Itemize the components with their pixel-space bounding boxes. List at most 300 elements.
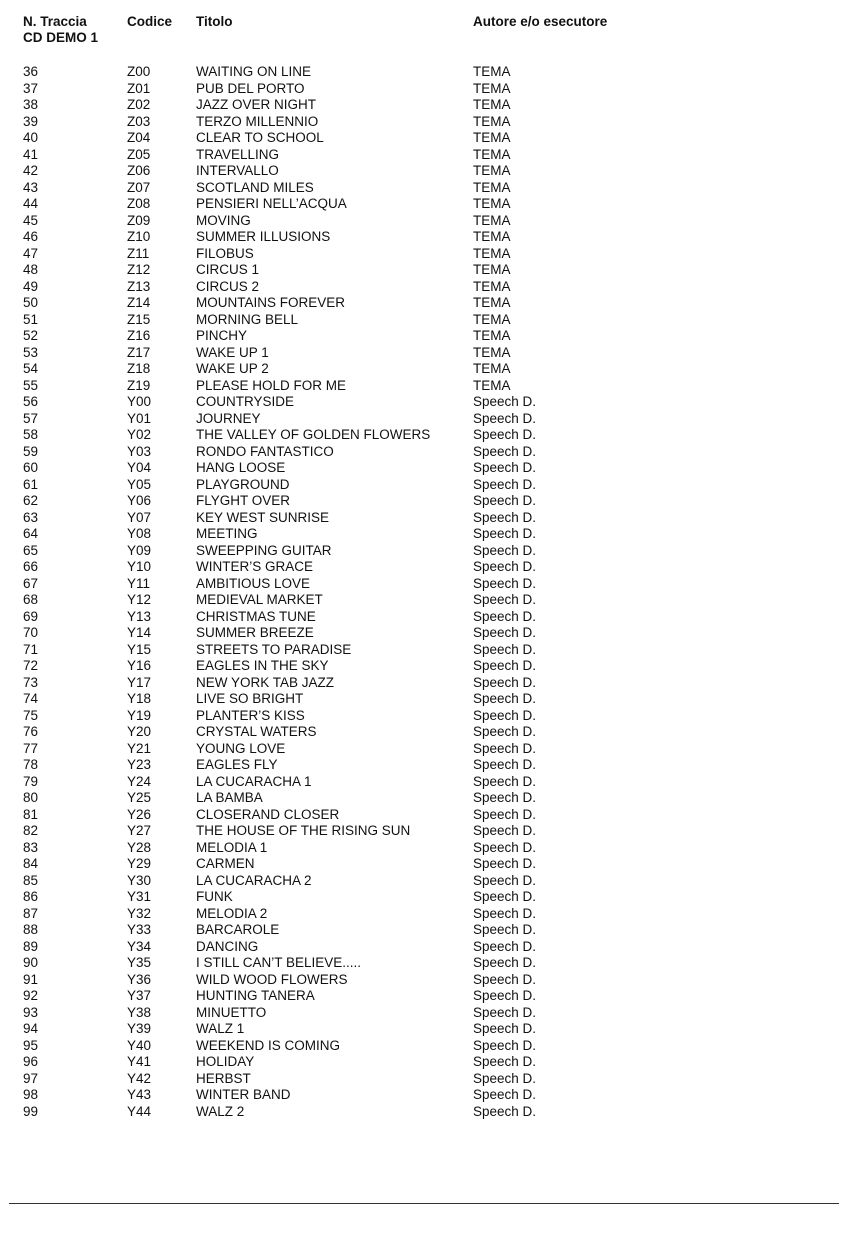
track-title: MOUNTAINS FOREVER <box>196 295 346 310</box>
track-code: Y07 <box>127 509 152 525</box>
track-number: 79 <box>23 773 39 789</box>
track-title: LIVE SO BRIGHT <box>196 691 304 706</box>
track-author: Speech D. <box>473 806 537 822</box>
table-row <box>0 1104 862 1121</box>
track-code: Y23 <box>127 757 152 772</box>
track-title: CRYSTAL WATERS <box>196 724 317 739</box>
track-author: Speech D. <box>473 757 537 772</box>
track-number: 83 <box>23 839 39 855</box>
track-list <box>0 64 862 1120</box>
track-code: Y20 <box>127 724 152 739</box>
track-code: Y12 <box>127 592 152 607</box>
track-number: 52 <box>23 328 39 343</box>
track-title: LA CUCARACHA 1 <box>196 773 312 789</box>
track-title: NEW YORK TAB JAZZ <box>196 674 335 690</box>
track-code: Z12 <box>127 262 151 277</box>
track-title: PLANTER’S KISS <box>196 707 305 723</box>
track-author: TEMA <box>473 262 511 277</box>
track-title: TERZO MILLENNIO <box>196 113 319 129</box>
track-author: Speech D. <box>473 1054 537 1069</box>
table-row <box>0 1054 862 1071</box>
table-row <box>0 922 862 939</box>
track-number: 71 <box>23 641 39 657</box>
table-row <box>0 378 862 395</box>
track-code: Y14 <box>127 625 152 640</box>
table-row <box>0 229 862 246</box>
track-title: WINTER’S GRACE <box>196 559 314 574</box>
track-number: 43 <box>23 179 39 195</box>
table-row <box>0 411 862 428</box>
track-title: MELODIA 2 <box>196 905 268 921</box>
track-code: Y19 <box>127 707 152 723</box>
track-number: 98 <box>23 1087 39 1102</box>
track-number: 94 <box>23 1021 39 1036</box>
track-code: Y44 <box>127 1103 152 1119</box>
track-number: 92 <box>23 988 39 1003</box>
track-title: EAGLES FLY <box>196 757 278 772</box>
track-number: 90 <box>23 955 39 970</box>
track-author: Speech D. <box>473 608 537 624</box>
track-author: Speech D. <box>473 823 537 838</box>
track-number: 75 <box>23 707 39 723</box>
track-title: MOVING <box>196 212 251 228</box>
track-number: 39 <box>23 113 39 129</box>
track-code: Y16 <box>127 658 152 673</box>
track-author: TEMA <box>473 212 511 228</box>
track-author: Speech D. <box>473 905 537 921</box>
track-code: Y24 <box>127 773 152 789</box>
track-title: CHRISTMAS TUNE <box>196 608 316 624</box>
track-number: 36 <box>23 64 39 79</box>
track-code: Y01 <box>127 410 152 426</box>
track-code: Z00 <box>127 64 151 79</box>
track-number: 64 <box>23 526 39 541</box>
table-row <box>0 477 862 494</box>
table-row <box>0 1021 862 1038</box>
track-code: Y41 <box>127 1054 152 1069</box>
track-code: Z16 <box>127 328 151 343</box>
track-author: TEMA <box>473 146 511 162</box>
track-title: CIRCUS 2 <box>196 278 260 294</box>
track-number: 44 <box>23 196 39 211</box>
track-number: 42 <box>23 163 39 178</box>
track-code: Y17 <box>127 674 152 690</box>
track-code: Y26 <box>127 806 152 822</box>
track-title: THE HOUSE OF THE RISING SUN <box>196 823 411 838</box>
track-title: TRAVELLING <box>196 146 280 162</box>
table-row <box>0 856 862 873</box>
table-row <box>0 460 862 477</box>
track-title: INTERVALLO <box>196 163 279 178</box>
track-title: SUMMER ILLUSIONS <box>196 229 331 244</box>
track-author: TEMA <box>473 113 511 129</box>
track-code: Y27 <box>127 823 152 838</box>
track-code: Z09 <box>127 212 151 228</box>
track-title: WALZ 1 <box>196 1021 245 1036</box>
track-author: Speech D. <box>473 641 537 657</box>
track-number: 81 <box>23 806 39 822</box>
track-author: TEMA <box>473 344 511 360</box>
table-row <box>0 840 862 857</box>
track-author: Speech D. <box>473 955 537 970</box>
track-number: 85 <box>23 872 39 888</box>
track-code: Y39 <box>127 1021 152 1036</box>
track-code: Y05 <box>127 476 152 492</box>
track-code: Y06 <box>127 493 152 508</box>
track-author: Speech D. <box>473 575 537 591</box>
track-number: 63 <box>23 509 39 525</box>
track-code: Z13 <box>127 278 151 294</box>
track-code: Y40 <box>127 1037 152 1053</box>
header-track-number-line1: N. Traccia <box>23 14 87 29</box>
track-code: Y25 <box>127 790 152 805</box>
track-author: Speech D. <box>473 889 537 904</box>
track-title: PLAYGROUND <box>196 476 290 492</box>
table-row <box>0 328 862 345</box>
track-number: 82 <box>23 823 39 838</box>
track-author: Speech D. <box>473 839 537 855</box>
track-author: TEMA <box>473 229 511 244</box>
table-row <box>0 493 862 510</box>
track-title: WAKE UP 2 <box>196 361 269 376</box>
table-row <box>0 823 862 840</box>
track-code: Z03 <box>127 113 151 129</box>
track-title: MELODIA 1 <box>196 839 268 855</box>
track-code: Y10 <box>127 559 152 574</box>
track-author: Speech D. <box>473 592 537 607</box>
track-code: Y36 <box>127 971 152 987</box>
track-number: 51 <box>23 311 39 327</box>
track-code: Y35 <box>127 955 152 970</box>
table-row <box>0 361 862 378</box>
track-code: Y21 <box>127 740 152 756</box>
track-code: Z06 <box>127 163 151 178</box>
table-row <box>0 312 862 329</box>
track-number: 74 <box>23 691 39 706</box>
track-number: 72 <box>23 658 39 673</box>
track-code: Z11 <box>127 245 150 261</box>
track-title: PLEASE HOLD FOR ME <box>196 377 347 393</box>
track-author: Speech D. <box>473 707 537 723</box>
track-code: Z01 <box>127 80 151 96</box>
track-title: WEEKEND IS COMING <box>196 1037 341 1053</box>
table-row <box>0 1071 862 1088</box>
track-code: Y37 <box>127 988 152 1003</box>
track-code: Y30 <box>127 872 152 888</box>
track-title: LA CUCARACHA 2 <box>196 872 312 888</box>
table-row <box>0 724 862 741</box>
table-row <box>0 955 862 972</box>
track-number: 40 <box>23 130 39 145</box>
track-code: Z14 <box>127 295 151 310</box>
track-number: 89 <box>23 938 39 954</box>
track-code: Y15 <box>127 641 152 657</box>
table-row <box>0 757 862 774</box>
table-row <box>0 114 862 131</box>
track-code: Y09 <box>127 542 152 558</box>
table-row <box>0 444 862 461</box>
table-row <box>0 609 862 626</box>
track-code: Y28 <box>127 839 152 855</box>
track-title: SCOTLAND MILES <box>196 179 314 195</box>
track-title: WALZ 2 <box>196 1103 245 1119</box>
track-author: Speech D. <box>473 988 537 1003</box>
track-number: 57 <box>23 410 39 426</box>
track-number: 91 <box>23 971 39 987</box>
track-code: Y11 <box>127 575 151 591</box>
track-code: Y18 <box>127 691 152 706</box>
track-author: Speech D. <box>473 410 537 426</box>
track-number: 80 <box>23 790 39 805</box>
track-author: Speech D. <box>473 559 537 574</box>
track-author: Speech D. <box>473 476 537 492</box>
track-title: FLYGHT OVER <box>196 493 291 508</box>
track-author: Speech D. <box>473 625 537 640</box>
track-title: BARCAROLE <box>196 922 280 937</box>
track-author: TEMA <box>473 377 511 393</box>
table-row <box>0 691 862 708</box>
track-title: PENSIERI NELL’ACQUA <box>196 196 347 211</box>
track-number: 84 <box>23 856 39 871</box>
table-row <box>0 1087 862 1104</box>
track-author: TEMA <box>473 130 511 145</box>
table-row <box>0 130 862 147</box>
track-author: Speech D. <box>473 1087 537 1102</box>
track-title: JAZZ OVER NIGHT <box>196 97 317 112</box>
track-code: Y00 <box>127 394 152 409</box>
track-number: 38 <box>23 97 39 112</box>
track-number: 87 <box>23 905 39 921</box>
track-author: Speech D. <box>473 394 537 409</box>
table-row <box>0 543 862 560</box>
track-author: Speech D. <box>473 658 537 673</box>
track-author: Speech D. <box>473 971 537 987</box>
track-author: Speech D. <box>473 542 537 558</box>
table-row <box>0 1005 862 1022</box>
table-row <box>0 988 862 1005</box>
track-number: 69 <box>23 608 39 624</box>
track-number: 59 <box>23 443 39 459</box>
track-code: Z18 <box>127 361 151 376</box>
track-author: TEMA <box>473 64 511 79</box>
track-author: TEMA <box>473 163 511 178</box>
header-track-number-line2: CD DEMO 1 <box>23 30 99 45</box>
track-author: Speech D. <box>473 674 537 690</box>
track-title: THE VALLEY OF GOLDEN FLOWERS <box>196 427 431 442</box>
track-author: Speech D. <box>473 526 537 541</box>
table-row <box>0 906 862 923</box>
track-author: Speech D. <box>473 427 537 442</box>
track-code: Y42 <box>127 1070 152 1086</box>
track-title: WINTER BAND <box>196 1087 291 1102</box>
track-author: Speech D. <box>473 872 537 888</box>
table-row <box>0 559 862 576</box>
track-title: MEDIEVAL MARKET <box>196 592 323 607</box>
table-row <box>0 526 862 543</box>
header-track-number <box>23 14 98 46</box>
track-title: MEETING <box>196 526 258 541</box>
track-code: Z15 <box>127 311 151 327</box>
track-number: 76 <box>23 724 39 739</box>
track-author: Speech D. <box>473 856 537 871</box>
track-code: Y43 <box>127 1087 152 1102</box>
track-author: Speech D. <box>473 922 537 937</box>
track-title: RONDO FANTASTICO <box>196 443 334 459</box>
track-code: Z05 <box>127 146 151 162</box>
table-row <box>0 658 862 675</box>
header-author: Autore e/o esecutore <box>473 14 608 29</box>
table-row <box>0 64 862 81</box>
header-code: Codice <box>127 14 173 29</box>
track-number: 54 <box>23 361 39 376</box>
track-title: KEY WEST SUNRISE <box>196 509 330 525</box>
track-number: 88 <box>23 922 39 937</box>
track-code: Z08 <box>127 196 151 211</box>
table-row <box>0 246 862 263</box>
track-number: 73 <box>23 674 39 690</box>
table-row <box>0 279 862 296</box>
track-code: Y03 <box>127 443 152 459</box>
track-title: HERBST <box>196 1070 251 1086</box>
track-number: 49 <box>23 278 39 294</box>
track-title: JOURNEY <box>196 410 261 426</box>
track-author: TEMA <box>473 361 511 376</box>
track-number: 60 <box>23 460 39 475</box>
track-title: MORNING BELL <box>196 311 299 327</box>
track-code: Z02 <box>127 97 151 112</box>
table-row <box>0 213 862 230</box>
track-number: 61 <box>23 476 39 492</box>
track-title: SWEEPPING GUITAR <box>196 542 332 558</box>
track-number: 65 <box>23 542 39 558</box>
track-title: COUNTRYSIDE <box>196 394 295 409</box>
track-author: TEMA <box>473 295 511 310</box>
table-row <box>0 163 862 180</box>
track-title: EAGLES IN THE SKY <box>196 658 329 673</box>
track-code: Y08 <box>127 526 152 541</box>
track-number: 56 <box>23 394 39 409</box>
track-title: FILOBUS <box>196 245 254 261</box>
track-author: Speech D. <box>473 1021 537 1036</box>
track-code: Z17 <box>127 344 151 360</box>
track-author: Speech D. <box>473 1070 537 1086</box>
table-row <box>0 196 862 213</box>
track-author: Speech D. <box>473 740 537 756</box>
track-code: Y38 <box>127 1004 152 1020</box>
track-code: Y34 <box>127 938 152 954</box>
table-row <box>0 427 862 444</box>
track-title: CLOSERAND CLOSER <box>196 806 340 822</box>
track-number: 66 <box>23 559 39 574</box>
track-author: Speech D. <box>473 1037 537 1053</box>
track-number: 58 <box>23 427 39 442</box>
track-title: STREETS TO PARADISE <box>196 641 352 657</box>
track-number: 96 <box>23 1054 39 1069</box>
track-number: 78 <box>23 757 39 772</box>
table-row <box>0 576 862 593</box>
track-code: Z07 <box>127 179 151 195</box>
track-title: HOLIDAY <box>196 1054 255 1069</box>
track-number: 97 <box>23 1070 39 1086</box>
track-author: Speech D. <box>473 443 537 459</box>
table-row <box>0 972 862 989</box>
table-row <box>0 873 862 890</box>
table-row <box>0 642 862 659</box>
table-row <box>0 81 862 98</box>
track-number: 70 <box>23 625 39 640</box>
track-title: CLEAR TO SCHOOL <box>196 130 324 145</box>
table-row <box>0 295 862 312</box>
track-code: Y04 <box>127 460 152 475</box>
track-code: Z10 <box>127 229 151 244</box>
track-title: LA BAMBA <box>196 790 263 805</box>
track-title: WAKE UP 1 <box>196 344 269 360</box>
track-number: 99 <box>23 1103 39 1119</box>
table-row <box>0 807 862 824</box>
track-code: Y29 <box>127 856 152 871</box>
track-title: AMBITIOUS LOVE <box>196 575 311 591</box>
track-title: PUB DEL PORTO <box>196 80 305 96</box>
track-number: 46 <box>23 229 39 244</box>
track-number: 86 <box>23 889 39 904</box>
track-author: TEMA <box>473 311 511 327</box>
track-number: 48 <box>23 262 39 277</box>
track-title: DANCING <box>196 938 259 954</box>
track-number: 62 <box>23 493 39 508</box>
track-code: Z19 <box>127 377 151 393</box>
table-row <box>0 97 862 114</box>
footer-divider <box>9 1203 839 1204</box>
track-number: 37 <box>23 80 39 96</box>
track-code: Z04 <box>127 130 151 145</box>
track-title: CIRCUS 1 <box>196 262 260 277</box>
track-title: FUNK <box>196 889 233 904</box>
table-row <box>0 394 862 411</box>
table-row <box>0 1038 862 1055</box>
track-title: MINUETTO <box>196 1004 267 1020</box>
track-number: 77 <box>23 740 39 756</box>
track-code: Y33 <box>127 922 152 937</box>
track-author: Speech D. <box>473 1103 537 1119</box>
table-row <box>0 774 862 791</box>
table-row <box>0 790 862 807</box>
track-author: TEMA <box>473 80 511 96</box>
track-title: HANG LOOSE <box>196 460 286 475</box>
track-author: Speech D. <box>473 509 537 525</box>
table-row <box>0 180 862 197</box>
track-title: CARMEN <box>196 856 255 871</box>
track-author: Speech D. <box>473 460 537 475</box>
track-author: Speech D. <box>473 724 537 739</box>
track-number: 41 <box>23 146 39 162</box>
track-number: 45 <box>23 212 39 228</box>
track-author: TEMA <box>473 245 511 261</box>
track-author: Speech D. <box>473 691 537 706</box>
track-author: TEMA <box>473 196 511 211</box>
track-title: YOUNG LOVE <box>196 740 286 756</box>
track-author: Speech D. <box>473 493 537 508</box>
track-author: TEMA <box>473 278 511 294</box>
table-header <box>0 14 862 54</box>
track-number: 47 <box>23 245 39 261</box>
track-author: Speech D. <box>473 790 537 805</box>
table-row <box>0 741 862 758</box>
table-row <box>0 625 862 642</box>
header-title: Titolo <box>196 14 233 29</box>
track-author: TEMA <box>473 97 511 112</box>
track-number: 68 <box>23 592 39 607</box>
table-row <box>0 592 862 609</box>
